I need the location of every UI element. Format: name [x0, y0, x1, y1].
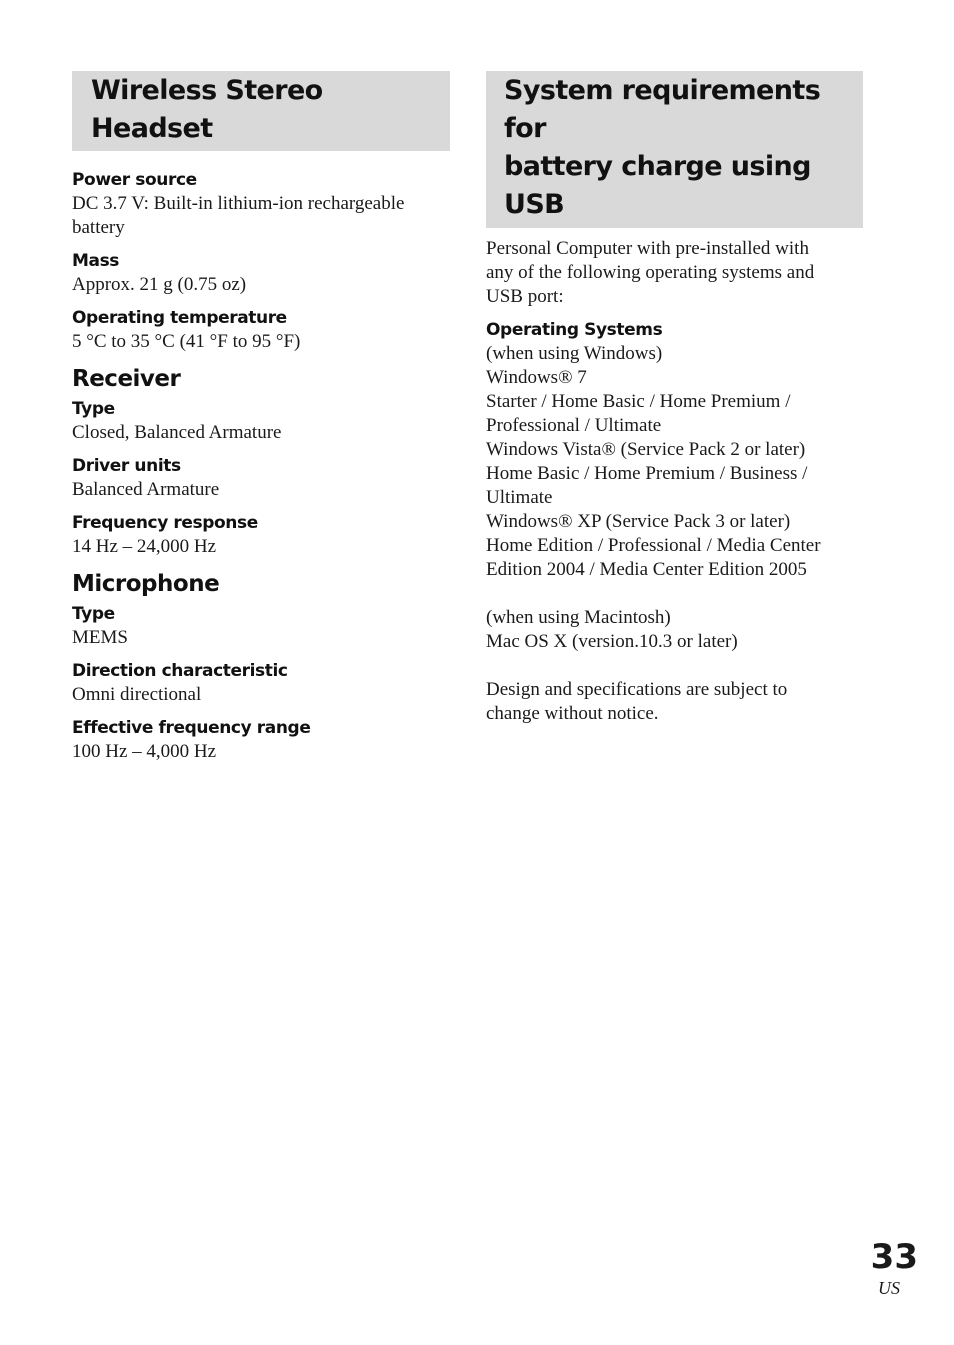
title-line: battery charge using: [504, 151, 811, 182]
headset-title: Wireless Stereo Headset: [72, 71, 450, 151]
os-line: (when using Windows): [486, 343, 663, 364]
spec-value: 14 Hz – 24,000 Hz: [72, 536, 217, 557]
intro-line: any of the following operating systems and: [486, 262, 815, 283]
spec-item: [72, 602, 450, 650]
spec-label: Type: [72, 604, 115, 624]
spec-value: DC 3.7 V: Built-in lithium-ion rechargeable: [72, 193, 405, 214]
title-line: USB: [504, 189, 565, 220]
headset-specs: [72, 168, 450, 354]
spec-value: Closed, Balanced Armature: [72, 422, 282, 443]
title-line: System requirements for: [504, 75, 821, 144]
spec-value: MEMS: [72, 627, 128, 648]
right-column: [486, 71, 863, 726]
os-line: Windows® XP (Service Pack 3 or later): [486, 511, 791, 532]
spec-value: battery: [72, 217, 125, 238]
spec-label: Type: [72, 399, 115, 419]
spec-label: Effective frequency range: [72, 718, 311, 738]
os-line: Windows Vista® (Service Pack 2 or later): [486, 439, 806, 460]
spec-label: Frequency response: [72, 513, 258, 533]
spec-item: [72, 454, 450, 502]
notice-line: change without notice.: [486, 703, 659, 724]
spec-item: [72, 716, 450, 764]
spec-item: [72, 249, 450, 297]
receiver-heading: Receiver: [72, 366, 181, 392]
intro-line: USB port:: [486, 286, 564, 307]
spec-label: Direction characteristic: [72, 661, 288, 681]
spec-value: 100 Hz – 4,000 Hz: [72, 741, 217, 762]
os-line: (when using Macintosh): [486, 607, 671, 628]
os-line: Professional / Ultimate: [486, 415, 662, 436]
spec-label: Driver units: [72, 456, 181, 476]
system-requirements-title: [486, 71, 863, 228]
page-number: 33: [870, 1237, 918, 1277]
spec-item: [72, 397, 450, 445]
spec-value: 5 °C to 35 °C (41 °F to 95 °F): [72, 331, 301, 352]
os-line: Starter / Home Basic / Home Premium /: [486, 391, 791, 412]
spec-value: Omni directional: [72, 684, 202, 705]
os-line: Ultimate: [486, 487, 553, 508]
spec-value: Approx. 21 g (0.75 oz): [72, 274, 247, 295]
blank-line: [486, 654, 863, 678]
spec-label: Mass: [72, 251, 120, 271]
spec-value: Balanced Armature: [72, 479, 220, 500]
os-line: Mac OS X (version.10.3 or later): [486, 631, 738, 652]
os-line: Home Edition / Professional / Media Center: [486, 535, 821, 556]
spec-item: [72, 511, 450, 559]
spec-item: [72, 168, 450, 240]
spec-label: Operating temperature: [72, 308, 287, 328]
blank-line: [486, 582, 863, 606]
os-list: [486, 342, 863, 726]
spec-item: [72, 306, 450, 354]
notice-line: Design and specifications are subject to: [486, 679, 788, 700]
intro-line: Personal Computer with pre-installed with: [486, 238, 809, 259]
spec-label: Power source: [72, 170, 197, 190]
left-column: [72, 71, 450, 773]
os-line: Windows® 7: [486, 367, 587, 388]
os-line: Home Basic / Home Premium / Business /: [486, 463, 808, 484]
spec-item: [72, 659, 450, 707]
microphone-specs: [72, 602, 450, 764]
page-region-code: US: [878, 1278, 900, 1298]
os-line: Edition 2004 / Media Center Edition 2005: [486, 559, 807, 580]
intro-paragraph: [486, 237, 863, 309]
os-label: Operating Systems: [486, 320, 663, 340]
microphone-heading: Microphone: [72, 571, 220, 597]
receiver-specs: [72, 397, 450, 559]
